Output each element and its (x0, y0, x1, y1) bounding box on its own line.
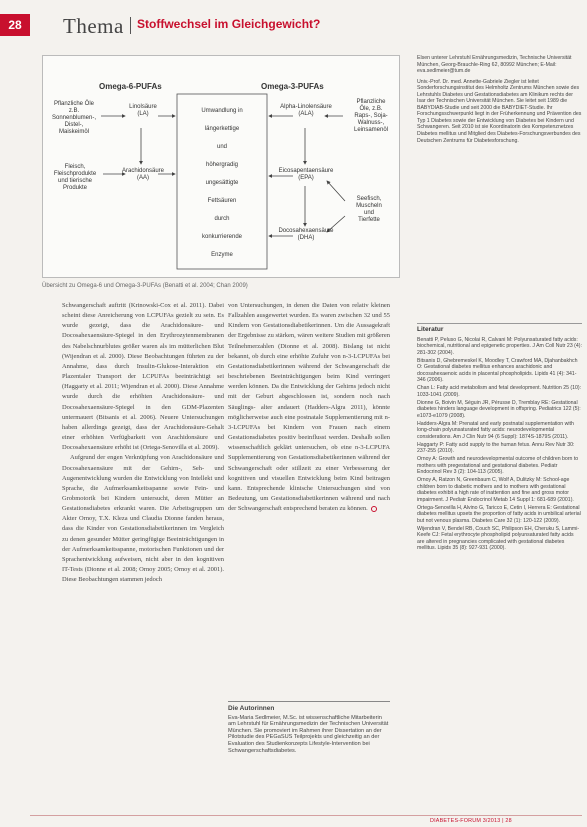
authors-title: Die Autorinnen (228, 705, 275, 712)
conversion-label: Umwandlung in längerkettige und höhergradig ungesättigte Fettsäuren durch konkurrierende Enzyme (201, 108, 243, 258)
arrow-fish-epa (327, 181, 345, 201)
figure-caption: Übersicht zu Omega-6 und Omega-3-PUFAs (Benatti et al. 2004; Chan 2009) (42, 283, 248, 289)
body-paragraph (228, 301, 390, 514)
article-subtitle: Stoffwechsel im Gleichgewicht? (137, 17, 321, 31)
author-contact: Elsen unterer Lehrstuhl Ernährungsmedizin, Technische Universität München, Georg-Brauchle-Ring 62, 80992 München; E-Mail: eva.sedlmeier@tum.de (417, 55, 572, 75)
arachidonic-acid-label: Arachidonsäure (AA) (121, 168, 165, 181)
body-paragraph-text: von Untersuchungen, in denen die Daten von relativ kleinen Fallzahlen ausgewertet wurden. Es waren zwischen 32 und 55 Kindern von Gestationsdiabetikerinnen. Um die Aussagekraft der Ergebnisse zu stärken, wären weitere Studien mit größeren Teilnehmerzahlen (Dionne et al. 2008). Bislang ist nicht bekannt, ob durch eine erhöhte Zufuhr von n-3-LCPUFAs bei Gestationsdiabetikerinnen während der Schwangerschaft die beschriebenen Beeinträchtigungen beim Kind verringert werden können. Da die Entwicklung der Gehirns jedoch nicht mit der Geburt abgeschlossen ist, sondern noch nach Säuglings- alter andauert (Hadders-Algra 2011), könnte möglicherweise auch eine postnatale Supplementierung mit n-3-LCPUFAs bei Kindern von Frauen nach einem Gestationsdiabetes positiv beeinflusst werden. Deshalb sollen wissenschaftlich geklärt untersuchen, ob eine n-3-LCPUFA Supplementierung von Gestationsdiabetikerinnen während der Schwangerschaft oder stillzeit zu einer Verbesserung der kognitiven und visuellen Entwicklung beim Kind beitragen kann. Entsprechende klinische Untersuchungen sind von Bedeutung, um Gestationsdiabetikerinnen während und nach der Schwangerschaft entsprechend beraten zu können. (228, 302, 390, 513)
article-end-icon (371, 506, 377, 512)
literature-entry: Chan L: Fatty acid metabolism and fetal development. Nutrition 25 (10): 1033-1041 (2009). (417, 385, 582, 398)
omega6-title: Omega-6-PUFAs (99, 82, 162, 91)
author-bio: Univ.-Prof. Dr. med. Annette-Gabriele Ziegler ist leitet Sonderforschungsinstitut des Helmholtz Zentrums München sowie des Lehrstuhls Diabetes und Gestationsdiabetes am Klinikum rechts der Isar der Technischen Universität München. Sie leitet seit 1989 die BABYDIAB-Studie und seit 2000 die BABYDIET-Studie. Ihr Forschungsschwerpunkt liegt in der Früherkennung und Prävention des Typ 1 Diabetes sowie der Entwicklung von Diabetes bei Kindern und Schwangeren. Seit 2010 ist sie Koordinatorin des Kompetenznetzes Diabetes mellitus und Mitglied des Diabetes-Forschungsverbundes des Deutschen Zentrums für Diabetesforschung. (417, 78, 582, 144)
authors-box (228, 701, 390, 754)
literature-list (417, 337, 582, 552)
literature-rule (417, 323, 582, 324)
plant-oils-label: Pflanzliche Öle z.B. Sonnenblumen-, Distel-, Maiskeimöl (51, 101, 97, 135)
literature-section (417, 323, 582, 553)
meat-label: Fleisch, Fleischprodukte und tierische Produkte (53, 164, 97, 191)
fish-label: Seefisch, Muscheln und Tierfette (356, 196, 382, 223)
section-title: Thema (63, 14, 124, 38)
header-divider (130, 17, 131, 34)
fatty-acid-figure (42, 55, 400, 278)
literature-entry: Bitsanis D, Ghebremeskel K, Moodley T, Crawford MA, Djahanbakhch O: Gestational diabetes mellitus enhances arachidonic and docosahexaenoic acids in placental phospholipids. Lipids 41 (4): 341-346 (2006). (417, 357, 578, 384)
page-number: 28 (0, 14, 30, 36)
plant-oils-omega3-label: Pflanzliche Öle, z.B. Raps-, Soja- Walnuss-, Leinsamenöl (353, 99, 389, 133)
literature-entry: Ortega-Senovilla H, Alvino G, Taricco E, Cetin I, Herrera E: Gestational diabetes mellitus upsets the proportion of fatty acids in umbilical arterial but not venous plasma. Diabetes Care 32 (1): 120-122 (2009). (417, 504, 581, 524)
dha-label: Docosahexaensäure (DHA) (278, 228, 334, 241)
literature-entry: Ornoy A: Growth and neurodevelopmental outcome of children born to mothers with pregestational and gestational diabetes. Pediatr Endocrinol Rev 3 (2): 104-113 (2005). (417, 456, 579, 476)
omega3-title: Omega-3-PUFAs (261, 82, 324, 91)
body-column-1 (62, 301, 224, 585)
epa-label: Eicosapentaensäure (EPA) (278, 168, 334, 181)
literature-entry: Dionne G, Boivin M, Séguin JR, Pérusse D, Tremblay RE: Gestational diabetes hinders language development in offspring. Pediatrics 122 (5): e1073-e1079 (2008). (417, 399, 581, 419)
literature-entry: Wijendran V, Bendel RB, Couch SC, Philipson EH, Cheruku S, Lammi-Keefe CJ: Fetal erythrocyte phospholipid polyunsaturated fatty acids are altered in pregnancies complicated with gestational diabetes mellitus. Lipids 35 (8): 927-931 (2000). (417, 525, 580, 552)
footer-text: DIABETES-FORUM 3/2013 | 28 (430, 818, 512, 824)
literature-entry: Ornoy A, Ratzon N, Greenbaum C, Wolf A, Dulitzky M: School-age children born to diabetic mothers and to mothers with gestational diabetes exhibit a high rate of inattention and fine and gross motor impairment. J Pediatr Endocrinol Metab 14 Suppl 1: 681-689 (2001). (417, 477, 574, 503)
body-paragraph: Schwangerschaft auftritt (Krinowski-Cox et al. 2011). Dabei scheint diese Anreicherung von LCPUFAs gezielt zu sein. Es wurde gezeigt, dass die Arachidonsäure- und Docosahexaensäure-Spiegel in den Erythrozytenmembranen des Nabelschnurblutes größer waren als im mütterlichen Blut (Wijendran et al. 2000). Diese Beobachtungen führten zu der Annahme, dass durch Insulin-Glukose-Interaktion ein Plazentaler Transport der LCPUFAs beeinträchtigt sei (Haggarty et al. 2011; Wijendran et al. 2000). Diese Annahme wurde durch die erhöhten Arachidonsäure- und Docosahexaensäure-Spiegel in den GDM-Plazenten untermauert (Bitsanis et al. 2006). Neuere Untersuchungen haben allerdings gezeigt, dass der Arachidonsäure-Gehalt einer erhöhten Verfügbarkeit von Arachidonsäure und Docosahexaensäure erhöht ist (Ortega-Senovilla et al. 2009). (62, 302, 224, 452)
linoleic-acid-label: Linolsäure (LA) (129, 104, 157, 117)
body-paragraph: Aufgrund der engen Verknüpfung von Arachidonsäure und Docosahexaensäure mit der Gehirn-, Seh- und Augenentwicklung wurden die Entwicklung von Intellekt und Sprache, die Aufmerksamkeitsspanne sowie Fein- und Grobmotorik bei Kindern untersucht, deren Mütter an Gestationsdiabetes erkrankt waren. Die Arbeitsgruppen um Akter Ornoy, T.X. Kleza und Claudia Dionne fanden heraus, dass die Kinder von Gestationsdiabetikerinnen im Vergleich zu denen gesunder Mütter geringfügige Beeinträchtigungen in der Aufmerksamkeitsspanne, motorischen Funktionen und der Sprachentwicklung aufweisen, nicht aber in den kognitiven IT-Tests (Dionne et al. 2008; Ornoy 2005; Ornoy et al. 2001). Diese Beobachtungen stammen jedoch (62, 454, 224, 584)
authors-text: Eva-Maria Sedlmeier, M.Sc. ist wissenschaftliche Mitarbeiterin am Lehrstuhl für Ernährungsmedizin der Technischen Universität München. Sie promoviert im Rahmen ihrer Dissertation an der Pilotstudie des PEGaSUS Teilprojekts und gleichzeitig an der Evaluation des Studienkonzepts Lifestyle-Intervention bei Schwangerschaftsdiabetes. (228, 714, 389, 754)
alpha-linolenic-acid-label: Alpha-Linolensäure (ALA) (280, 104, 332, 117)
footer-rule (30, 815, 582, 816)
literature-entry: Hadders-Algra M: Prenatal and early postnatal supplementation with long-chain polyunsaturated fatty acids: neurodevelopmental considerations. Am J Clin Nutr 94 (6 Suppl): 1874S-1879S (2011). (417, 420, 574, 440)
literature-heading: Literatur (417, 326, 444, 333)
body-column-2 (228, 301, 390, 514)
sidebar (417, 55, 582, 148)
literature-entry: Benatti P, Peluso G, Nicolai R, Calvani M: Polyunsaturated fatty acids: biochemical, nutritional and epigenetic properties. J Am Coll Nutr 23 (4): 281-302 (2004). (417, 336, 582, 356)
literature-entry: Haggarty P: Fatty acid supply to the human fetus. Annu Rev Nutr 30: 237-255 (2010). (417, 441, 575, 455)
